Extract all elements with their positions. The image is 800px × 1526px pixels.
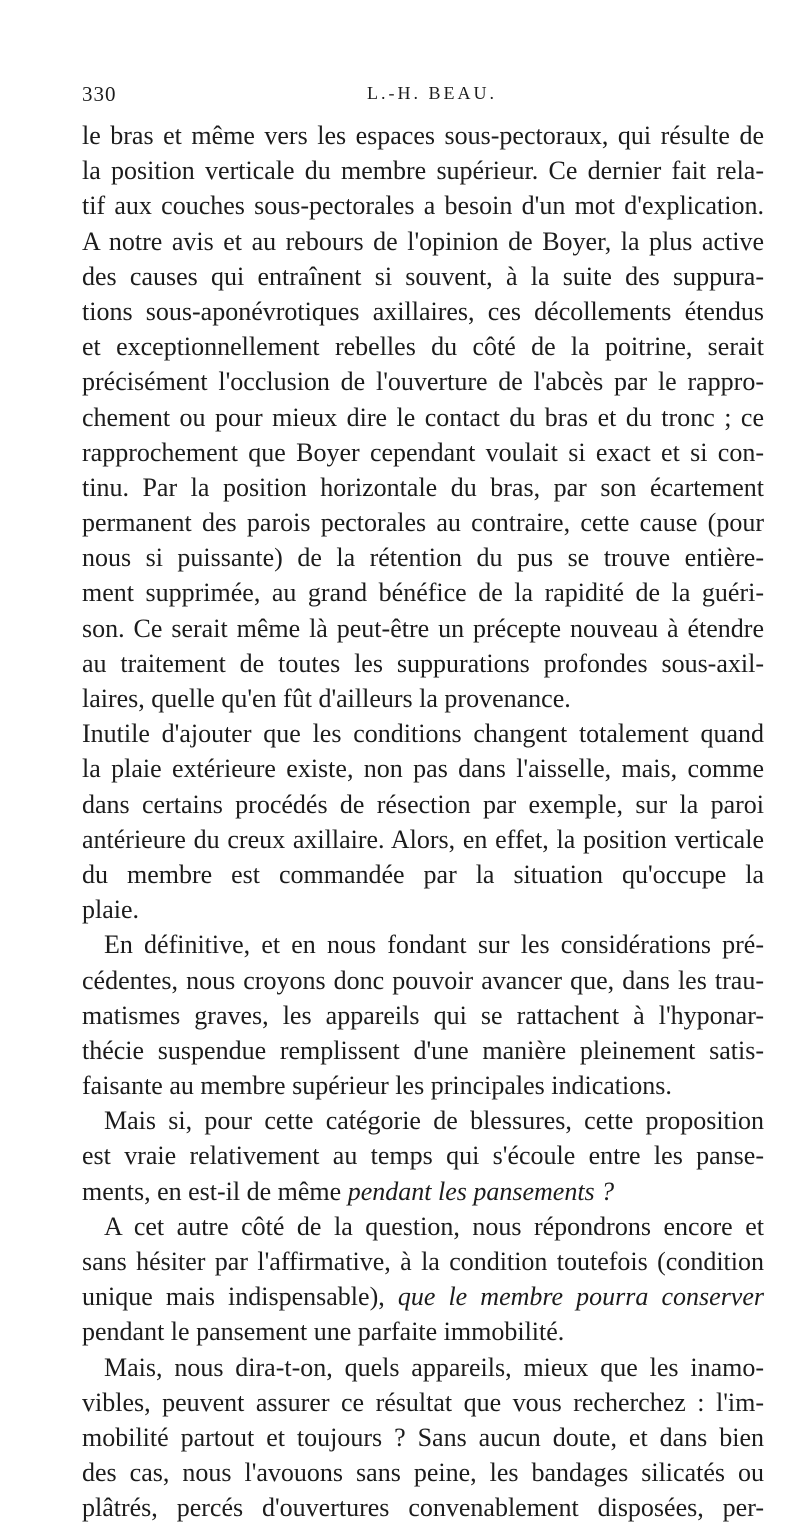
text-line: faisante au membre supérieur les principales indications. xyxy=(82,1071,672,1101)
text-segment: unique mais indispensable), xyxy=(82,1282,385,1312)
italic-phrase: pendant les pansements ? xyxy=(347,1176,615,1206)
text-line: pendant le pansement une parfaite immobilité. xyxy=(82,1317,565,1347)
text-line: des causes qui entraînent si souvent, à la suite des suppura- xyxy=(82,261,764,291)
text-line: nous si puissante) de la rétention du pus se trouve entière- xyxy=(82,543,764,573)
text-line: ment supprimée, au grand bénéfice de la rapidité de la guéri- xyxy=(82,578,764,608)
text-line: la position verticale du membre supérieur. Ce dernier fait rela- xyxy=(82,156,764,186)
text-line: la plaie extérieure existe, non pas dans l'aisselle, mais, comme xyxy=(82,754,764,784)
text-line: cédentes, nous croyons donc pouvoir avancer que, dans les trau- xyxy=(82,965,764,995)
italic-phrase: que le membre pourra conserver xyxy=(397,1282,765,1312)
text-line: permanent des parois pectorales au contraire, cette cause (pour xyxy=(82,508,764,538)
running-head-author: L.-H. BEAU. xyxy=(367,83,497,103)
text-line: matismes graves, les appareils qui se rattachent à l'hyponar- xyxy=(82,1000,764,1030)
text-line: tions sous-aponévrotiques axillaires, ces décollements étendus xyxy=(82,296,764,326)
text-line: thécie suspendue remplissent d'une manière pleinement satis- xyxy=(82,1035,764,1065)
text-line: vibles, peuvent assurer ce résultat que vous recherchez : l'im- xyxy=(82,1387,764,1417)
text-line: tinu. Par la position horizontale du bras, par son écartement xyxy=(82,472,764,502)
text-line: mobilité partout et toujours ? Sans aucun doute, et dans bien xyxy=(82,1422,764,1452)
text-line: dans certains procédés de résection par exemple, sur la paroi xyxy=(82,789,764,819)
text-line: A notre avis et au rebours de l'opinion de Boyer, la plus active xyxy=(82,226,764,256)
text-line: A cet autre côté de la question, nous répondrons encore et xyxy=(104,1211,764,1241)
page-number: 330 xyxy=(82,82,117,106)
text-line: des cas, nous l'avouons sans peine, les bandages silicatés ou xyxy=(82,1458,764,1488)
running-head xyxy=(82,82,672,108)
text-line: son. Ce serait même là peut-être un précepte nouveau à étendre xyxy=(82,613,764,643)
text-line: est vraie relativement au temps qui s'écoule entre les panse- xyxy=(82,1141,764,1171)
text-line: du membre est commandée par la situation qu'occupe la xyxy=(82,859,764,889)
text-line: sans hésiter par l'affirmative, à la condition toutefois (condition xyxy=(82,1247,764,1276)
text-line: Inutile d'ajouter que les conditions changent totalement quand xyxy=(82,719,764,749)
body-text xyxy=(82,118,764,1526)
text-line: rapprochement que Boyer cependant voulait si exact et si con- xyxy=(82,437,764,467)
text-segment: ments, en est-il de même xyxy=(82,1176,342,1206)
text-line: En définitive, et en nous fondant sur les considérations pré- xyxy=(104,930,764,960)
text-line: Mais si, pour cette catégorie de blessures, cette proposition xyxy=(104,1106,764,1136)
text-line: le bras et même vers les espaces sous-pectoraux, qui résulte de xyxy=(82,121,764,150)
text-line: plâtrés, percés d'ouvertures convenablement disposées, per- xyxy=(82,1493,764,1523)
text-line xyxy=(82,1279,764,1314)
text-line xyxy=(82,1174,764,1209)
text-line: chement ou pour mieux dire le contact du bras et du tronc ; ce xyxy=(82,402,764,432)
text-line: antérieure du creux axillaire. Alors, en effet, la position verticale xyxy=(82,824,764,854)
text-line: plaie. xyxy=(82,895,140,925)
text-line: laires, quelle qu'en fût d'ailleurs la provenance. xyxy=(82,684,571,713)
text-line: tif aux couches sous-pectorales a besoin d'un mot d'explication. xyxy=(82,191,764,221)
text-line: précisément l'occlusion de l'ouverture de l'abcès par le rappro- xyxy=(82,367,764,397)
text-line: Mais, nous dira-t-on, quels appareils, mieux que les inamo- xyxy=(104,1352,764,1382)
text-line: au traitement de toutes les suppurations profondes sous-axil- xyxy=(82,648,764,678)
text-line: et exceptionnellement rebelles du côté de la poitrine, serait xyxy=(82,332,764,362)
